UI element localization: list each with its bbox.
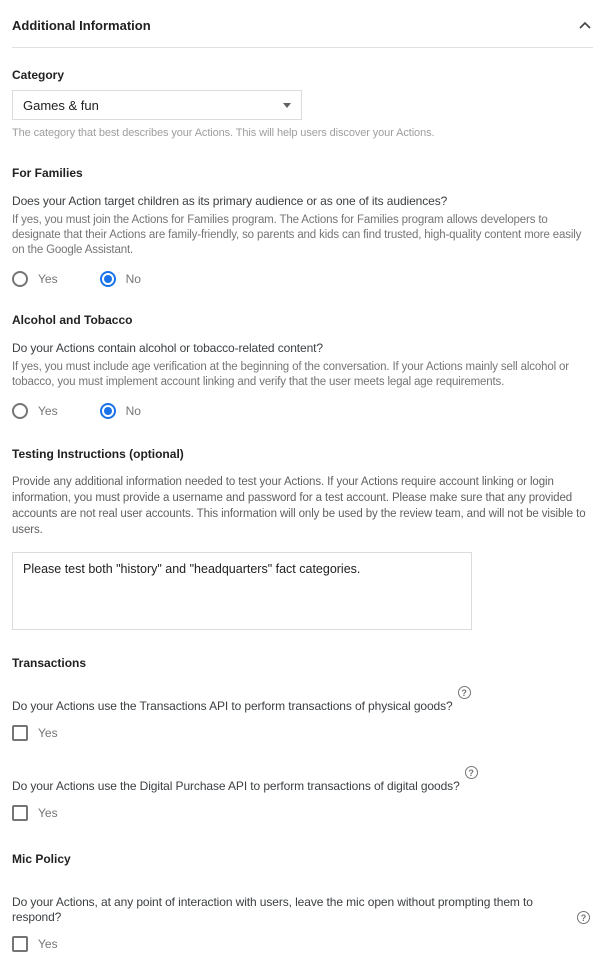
- page-title: Additional Information: [12, 17, 151, 33]
- transactions-physical-question: Do your Actions use the Transactions API to perform transactions of physical goods?: [12, 699, 453, 713]
- alcohol-tobacco-question: Do your Actions contain alcohol or tobacco-related content?: [12, 341, 323, 355]
- checkbox-icon: [12, 936, 28, 952]
- transactions-digital-checkbox[interactable]: [12, 805, 58, 821]
- category-select[interactable]: [12, 90, 302, 120]
- testing-instructions-input[interactable]: [12, 552, 472, 630]
- chevron-up-icon: [579, 16, 591, 34]
- for-families-no-radio[interactable]: [100, 271, 141, 287]
- radio-icon: [100, 271, 116, 287]
- alcohol-tobacco-radio-group: [12, 403, 593, 419]
- section-header: [12, 14, 593, 36]
- alcohol-tobacco-heading: Alcohol and Tobacco: [12, 313, 133, 327]
- category-field: [12, 68, 593, 140]
- category-select-value: Games & fun: [23, 97, 99, 113]
- alcohol-tobacco-no-radio[interactable]: [100, 403, 141, 419]
- for-families-section: [12, 166, 593, 287]
- checkbox-icon: [12, 725, 28, 741]
- transactions-heading: Transactions: [12, 656, 87, 670]
- for-families-question: Does your Action target children as its primary audience or as one of its audiences?: [12, 194, 448, 208]
- category-label: Category: [12, 68, 65, 82]
- for-families-heading: For Families: [12, 166, 83, 180]
- radio-icon: [12, 271, 28, 287]
- radio-label: Yes: [38, 404, 58, 418]
- transactions-digital-question-row: [12, 765, 593, 794]
- transactions-physical-checkbox[interactable]: [12, 725, 58, 741]
- checkbox-label: Yes: [38, 726, 58, 740]
- testing-instructions-heading: Testing Instructions (optional): [12, 447, 184, 461]
- mic-policy-section: [12, 852, 593, 957]
- help-icon[interactable]: ?: [465, 766, 478, 779]
- testing-instructions-description: Provide any additional information needed to test your Actions. If your Actions require account linking or login information, you must provide a username and password for a test account. Please make sure that any provided accounts are not real user accounts. This information will only be used by the review team, and will not be visible to users.: [12, 476, 586, 536]
- radio-icon: [12, 403, 28, 419]
- testing-instructions-section: [12, 447, 593, 630]
- dropdown-caret-icon: [283, 103, 291, 108]
- radio-label: Yes: [38, 272, 58, 286]
- mic-policy-question-row: [12, 881, 593, 925]
- divider: [12, 47, 593, 48]
- alcohol-tobacco-yes-radio[interactable]: [12, 403, 58, 419]
- mic-policy-question: Do your Actions, at any point of interaction with users, leave the mic open without prompting them to respond?: [12, 895, 533, 924]
- radio-icon: [100, 403, 116, 419]
- mic-policy-heading: Mic Policy: [12, 852, 71, 866]
- radio-label: No: [125, 272, 141, 286]
- checkbox-label: Yes: [38, 937, 58, 951]
- checkbox-icon: [12, 805, 28, 821]
- for-families-radio-group: [12, 271, 593, 287]
- help-icon[interactable]: ?: [577, 911, 590, 924]
- checkbox-label: Yes: [38, 806, 58, 820]
- collapse-section-button[interactable]: [577, 14, 593, 36]
- help-icon[interactable]: ?: [458, 686, 471, 699]
- transactions-digital-question: Do your Actions use the Digital Purchase API to perform transactions of digital goods?: [12, 779, 460, 793]
- for-families-yes-radio[interactable]: [12, 271, 58, 287]
- alcohol-tobacco-helper-text: If yes, you must include age verification at the beginning of the conversation. If your Actions mainly sell alcohol or tobacco, you must implement account linking and verify that the user meets legal age requirements.: [12, 361, 569, 388]
- for-families-helper-text: If yes, you must join the Actions for Families program. The Actions for Families program allows developers to designate that their Actions are family-friendly, so parents and kids can find trusted, high-quality content more easily on the Google Assistant.: [12, 214, 582, 256]
- transactions-physical-question-row: [12, 685, 593, 714]
- transactions-section: [12, 656, 593, 826]
- radio-label: No: [125, 404, 141, 418]
- category-helper-text: The category that best describes your Actions. This will help users discover your Actions.: [12, 127, 435, 139]
- mic-policy-checkbox[interactable]: [12, 936, 58, 952]
- alcohol-tobacco-section: [12, 313, 593, 419]
